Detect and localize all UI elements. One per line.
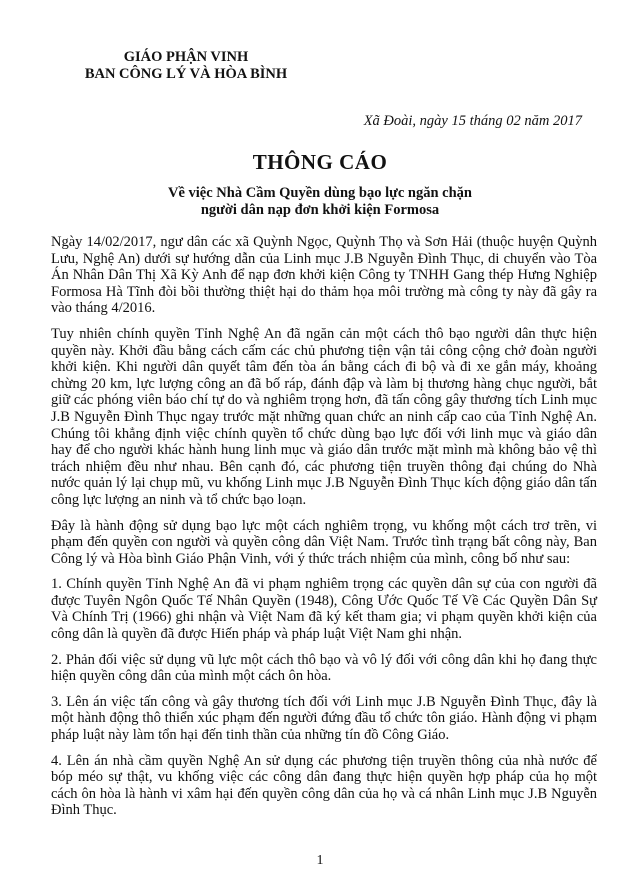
committee-name: BAN CÔNG LÝ VÀ HÒA BÌNH: [84, 66, 288, 82]
point-2: 2. Phản đối việc sử dụng vũ lực một cách thô bạo và vô lý đối với công dân khi họ đang thực hiện quyền công dân của mình một cách ôn hòa.: [51, 651, 597, 685]
point-3: 3. Lên án việc tấn công và gây thương tích đối với Linh mục J.B Nguyễn Đình Thục, đây là một hành động thô thiển xúc phạm đến người đứng đầu tổ chức tôn giáo. Hành động vi phạm pháp luật này làm tổn hại đến tinh thần của những tín đồ Công Giáo.: [51, 693, 597, 744]
subtitle-line-2: người dân nạp đơn khởi kiện Formosa: [200, 202, 440, 218]
point-4: 4. Lên án nhà cầm quyền Nghệ An sử dụng các phương tiện truyền thông của nhà nước để bóp méo sự thật, vu khống việc các công dân đang thực hiện quyền hợp pháp của họ một cách ôn hòa là hành vi xâm hại đến quyền công dân của họ và cá nhân Linh mục J.B Nguyễn Đình Thục.: [51, 752, 597, 819]
diocese-name: GIÁO PHẬN VINH: [123, 49, 249, 65]
paragraph-statement: Đây là hành động sử dụng bạo lực một cách nghiêm trọng, vu khống một cách trơ trẽn, vi phạm đến quyền con người và quyền công dân Việt Nam. Trước tình trạng bất công này, Ban Công lý và Hòa bình Giáo Phận Vinh, với ý thức trách nhiệm của mình, công bố như sau:: [51, 517, 597, 567]
subtitle-line-1: Về việc Nhà Cầm Quyền dùng bạo lực ngăn chặn: [168, 185, 472, 201]
document-date: Xã Đoài, ngày 15 tháng 02 năm 2017: [363, 113, 582, 129]
document-title: THÔNG CÁO: [252, 150, 388, 174]
paragraph-intro: Ngày 14/02/2017, ngư dân các xã Quỳnh Ngọc, Quỳnh Thọ và Sơn Hải (thuộc huyện Quỳnh Lưu, Nghệ An) dưới sự hướng dẫn của Linh mục J.B Nguyễn Đình Thục, di chuyển vào Tòa Án Nhân Dân Thị Xã Kỳ Anh để nạp đơn khởi kiện Công ty TNHH Gang thép Hưng Nghiệp Formosa Hà Tĩnh đòi bồi thường thiệt hại do thảm họa môi trường mà công ty này đã gây ra vào tháng 4/2016.: [51, 234, 597, 317]
paragraph-events: Tuy nhiên chính quyền Tỉnh Nghệ An đã ngăn cản một cách thô bạo người dân thực hiện quyền này. Khởi đầu bằng cách cấm các chủ phương tiện vận tải công cộng chở đoàn người khởi kiện. Khi người dân quyết tâm đến tòa án bằng cách đi bộ và đi xe gắn máy, khoảng chừng 20 km, lực lượng công an đã bố ráp, đánh đập và làm bị thương hàng chục người, bắt giữ các phóng viên báo chí tự do và nghiêm trọng hơn, đã tấn công gây thương tích Linh mục J.B Nguyễn Đình Thục ngay trước mặt những quan chức an ninh cấp cao của Tỉnh Nghệ An. Chúng tôi khẳng định việc chính quyền tổ chức dùng bạo lực đối với linh mục và giáo dân hay để cho người khác hành hung linh mục và giáo dân trước mặt mình mà không bảo vệ thì trách nhiệm đều như nhau. Bên cạnh đó, các phương tiện truyền thông đại chúng do Nhà nước quản lý lại chụp mũ, vu khống Linh mục J.B Nguyễn Đình Thục kích động giáo dân tấn công lực lượng an ninh và tổ chức bạo loạn.: [51, 325, 597, 508]
document-body: [51, 234, 597, 828]
page-number: 1: [316, 853, 324, 868]
point-1: 1. Chính quyền Tỉnh Nghệ An đã vi phạm nghiêm trọng các quyền dân sự của con người đã được Tuyên Ngôn Quốc Tế Nhân Quyền (1948), Công Ước Quốc Tế Về Các Quyền Dân Sự Và Chính Trị (1966) ghi nhận và Việt Nam đã ký kết tham gia; vi phạm quyền khởi kiện của công dân là quyền đã được Hiến pháp và pháp luật Việt Nam ghi nhận.: [51, 576, 597, 643]
